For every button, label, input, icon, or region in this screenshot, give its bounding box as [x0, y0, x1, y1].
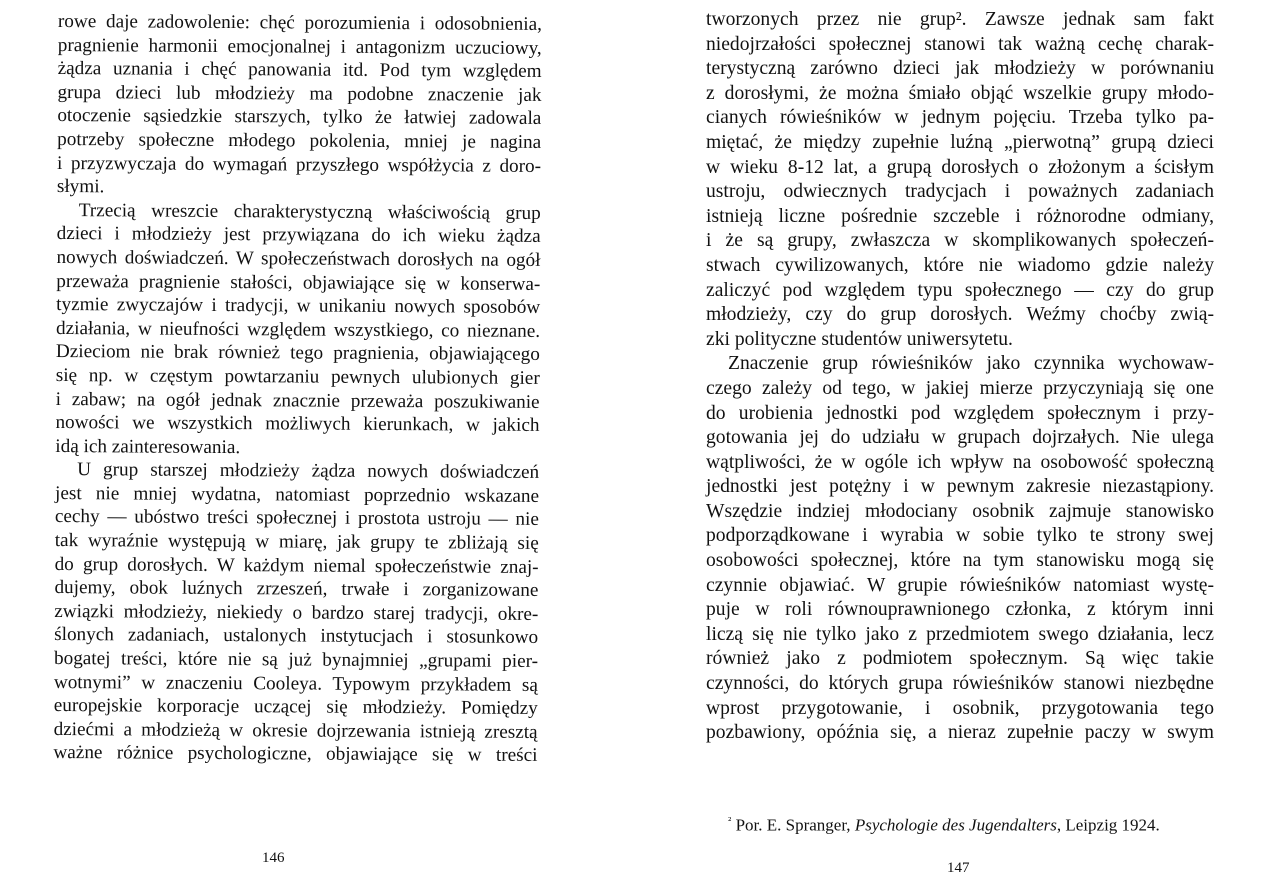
text-line: bogatej treści, które nie są już bynajmniej „grupami pier-: [53, 648, 539, 672]
text-line: jest nie mniej wydatna, natomiast poprzednio wskazane: [54, 482, 540, 507]
text-line: U grup starszej młodzieży żądza nowych doświadczeń: [77, 459, 540, 484]
text-line: dzieci i młodzieży jest przywiązana do ich wieku żądza: [56, 223, 541, 248]
text-line: niedojrzałości społecznej stanowi tak ważną cechę charak-: [706, 33, 1214, 55]
text-line: europejskie korporacje uczącej się młodzieży. Pomiędzy: [53, 695, 538, 720]
page-number-left: 146: [262, 850, 285, 866]
text-line: przeważa pragnienie stałości, objawiające się w konserwa-: [56, 270, 541, 295]
left-page-text: [53, 10, 542, 768]
text-line: nowości we wszystkich możliwych kierunkach, w jakich: [55, 412, 540, 437]
footnote-title: Psychologie des Jugendalters: [854, 815, 1057, 835]
text-line: otoczenie sąsiedzkie starszych, tylko że łatwiej zadowala: [57, 105, 542, 130]
text-line: liczą się nie tylko jako z przedmiotem swego działania, lecz: [706, 623, 1214, 645]
text-line: się np. w częstym powtarzaniu pewnych ulubionych gier: [55, 364, 540, 389]
text-line: jednostki jest potężny i w pewnym zakresie niezastąpiony.: [706, 476, 1214, 498]
text-line: ślonych zadaniach, ustalonych instytucjach i stosunkowo: [54, 624, 539, 649]
text-line: puje w roli równouprawnionego członka, z którym inni: [706, 599, 1214, 621]
text-line: zki polityczne studentów uniwersytetu.: [706, 328, 1013, 350]
text-line: osobowości społecznej, które na tym stanowisku mogą się: [706, 550, 1214, 572]
text-line: potrzeby społeczne młodego pokolenia, mniej je nagina: [57, 128, 542, 153]
text-line: słymi.: [56, 176, 105, 198]
text-line: czynności, do których grupa rówieśników stanowi niezbędne: [706, 673, 1214, 695]
text-line: wotnymi” w znaczeniu Cooleya. Typowym przykładem są: [53, 671, 538, 696]
text-line: do grup dorosłych. W każdym niemal społeczeństwie znaj-: [54, 553, 539, 578]
paragraph: [53, 458, 539, 768]
text-line: związki młodzieży, niekiedy o bardzo starej tradycji, okre-: [54, 600, 539, 625]
paragraph: [55, 199, 541, 461]
text-line: do urobienia jednostki pod względem społecznym i przy-: [706, 402, 1214, 424]
text-line: ustroju, odwiecznych tradycjach i poważnych zadaniach: [706, 181, 1214, 203]
text-line: Trzecią wreszcie charakterystyczną właściwością grup: [78, 199, 541, 224]
text-line: istnieją liczne pośrednie szczeble i różnorodne odmiany,: [706, 205, 1214, 227]
text-line: z dorosłymi, że można śmiało objąć wszelkie grupy młodo-: [706, 82, 1214, 104]
text-line: tyzmie zwyczajów i tradycji, w unikaniu nowych sposobów: [56, 294, 541, 319]
text-line: żądza uznania i chęć panowania itd. Pod tym względem: [57, 58, 542, 83]
paragraph: [706, 352, 1214, 746]
text-line: działania, w nieufności względem wszystkiego, co nieznane.: [55, 317, 541, 342]
text-line: rowe daje zadowolenie: chęć porozumienia i odosobnienia,: [57, 10, 542, 35]
text-line: ważne różnice psychologiczne, objawiające się w treści: [53, 742, 538, 767]
text-line: czego zależy od tego, w jakiej mierze przyczyniają się one: [706, 377, 1214, 399]
text-line: wątpliwości, że w ogóle ich wpływ na osobowość społeczną: [706, 451, 1214, 473]
paragraph: [57, 10, 542, 202]
text-line: Wszędzie indziej młodociany osobnik zajmuje stanowisko: [706, 500, 1214, 522]
footnote-marker: ²: [728, 815, 732, 827]
text-line: idą ich zainteresowania.: [55, 435, 241, 458]
text-line: nowych doświadczeń. W społeczeństwach dorosłych na ogół: [56, 246, 541, 271]
text-line: cianych rówieśników w jednym pojęciu. Trzeba tylko pa-: [706, 107, 1214, 129]
text-line: tworzonych przez nie grup². Zawsze jednak sam fakt: [706, 9, 1214, 30]
text-line: dziećmi a młodzieżą w okresie dojrzewania istnieją zresztą: [53, 718, 538, 743]
text-line: i przyzwyczaja do wymagań przyszłego współżycia z doro-: [57, 152, 542, 177]
text-line: w wieku 8-12 lat, a grupą dorosłych o złożonym a ścisłym: [706, 156, 1214, 178]
text-line: podporządkowane i wyrabia w sobie tylko te strony swej: [706, 525, 1214, 547]
text-line: i zabaw; na ogół jednak znacznie przeważa poszukiwanie: [55, 388, 540, 413]
text-line: Dzieciom nie brak również tego pragnienia, objawiającego: [55, 341, 540, 366]
footnote-prefix: Por. E. Spranger,: [735, 815, 855, 835]
page-number-right: 147: [947, 860, 970, 876]
text-line: cechy — ubóstwo treści społecznej i prostota ustroju — nie: [54, 506, 539, 531]
footnote-suffix: , Leipzig 1924.: [1056, 815, 1160, 835]
text-line: młodzieży, czy do grup dorosłych. Weźmy choćby zwią-: [706, 304, 1214, 326]
text-line: pragnienie harmonii emocjonalnej i antagonizm uczuciowy,: [57, 34, 542, 59]
text-line: i że są grupy, zwłaszcza w skomplikowanych społeczeń-: [706, 230, 1214, 252]
text-line: terystyczną zarówno dzieci jak młodzieży w porównaniu: [706, 58, 1214, 80]
text-line: dujemy, obok luźnych zrzeszeń, trwałe i zorganizowane: [54, 577, 539, 602]
text-line: pozbawiony, opóźnia się, a nieraz zupełnie paczy w swym: [706, 722, 1214, 744]
text-line: Znaczenie grup rówieśników jako czynnika wychowaw-: [728, 353, 1214, 375]
text-line: zaliczyć pod względem typu społecznego — czy do grup: [706, 279, 1214, 301]
text-line: tak wyraźnie występują w miarę, jak grupy te zbliżają się: [54, 530, 539, 555]
paragraph: [706, 8, 1214, 352]
text-line: miętać, że między zupełnie luźną „pierwotną” grupą dzieci: [706, 131, 1214, 153]
text-line: również jako z podmiotem społecznym. Są więc takie: [706, 648, 1214, 670]
right-page-text: [706, 8, 1214, 746]
text-line: gotowania jej do udziału w grupach dojrzałych. Nie ulega: [706, 427, 1214, 449]
text-line: wprost przygotowanie, i osobnik, przygotowania tego: [706, 697, 1214, 719]
text-line: czynnie objawiać. W grupie rówieśników natomiast wystę-: [706, 574, 1214, 596]
text-line: stwach cywilizowanych, które nie wiadomo gdzie należy: [706, 254, 1214, 276]
text-line: grupa dzieci lub młodzieży ma podobne znaczenie jak: [57, 81, 542, 106]
footnote: [728, 815, 1160, 836]
